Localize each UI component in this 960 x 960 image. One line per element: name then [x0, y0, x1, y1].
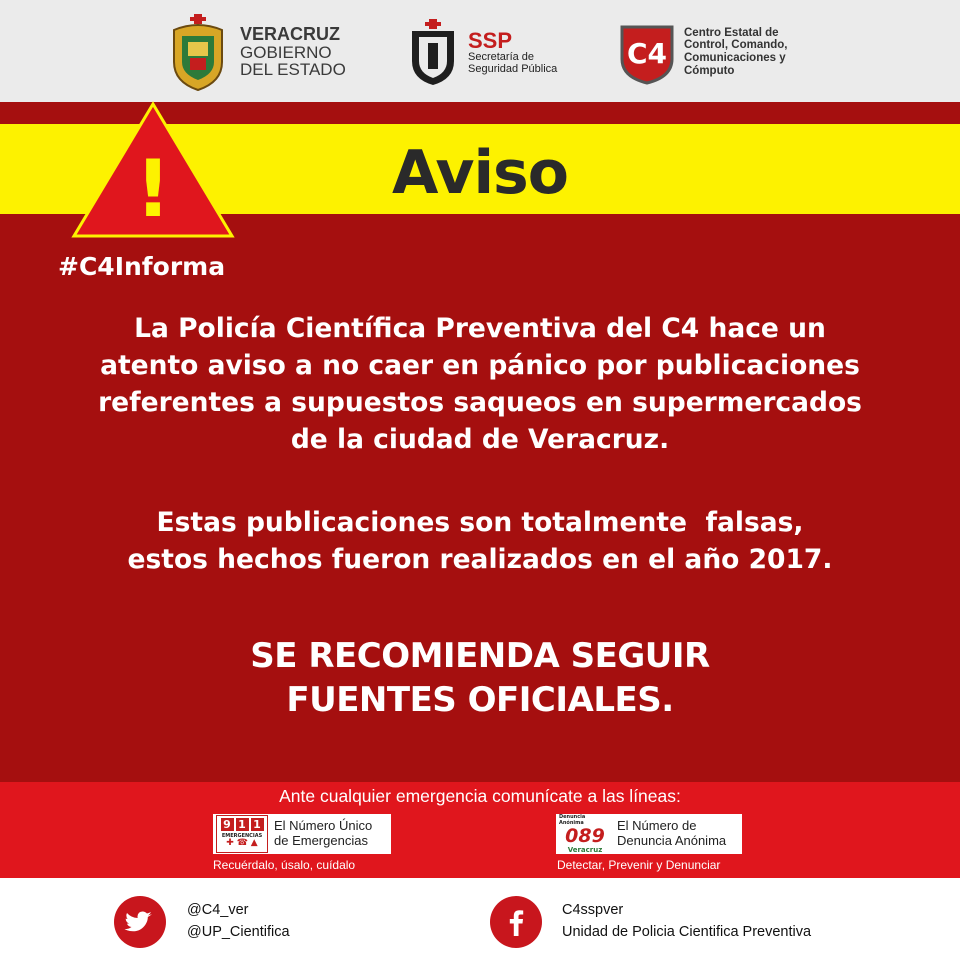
recommendation-line: SE RECOMIENDA SEGUIR — [250, 636, 710, 676]
c4-name-line4: Cómputo — [684, 64, 735, 77]
ssp-logo — [406, 12, 557, 92]
911-badge-icon: 9 1 1 EMERGENCIAS ✚ ☎ ▲ — [216, 815, 268, 853]
ssp-subtitle-1: Secretaría de — [468, 51, 535, 63]
paragraph-1-line: atento aviso a no caer en pánico por publicaciones — [100, 350, 860, 381]
facebook-icon[interactable] — [490, 896, 542, 948]
c4-logo — [618, 12, 788, 92]
c4-name-line1: Centro Estatal de — [684, 26, 779, 39]
089-badge-icon: Denuncia Anónima 089 Veracruz — [559, 814, 605, 854]
line-089-card — [556, 814, 742, 854]
c4-shield-icon — [618, 19, 676, 85]
notice-paragraph-2 — [60, 504, 900, 578]
hashtag: #C4Informa — [58, 252, 226, 281]
twitter-handle-up[interactable]: @UP_Cientifica — [187, 924, 290, 940]
veracruz-shield-icon — [166, 12, 230, 92]
veracruz-state-line: DEL ESTADO — [240, 60, 346, 80]
paragraph-1-line: referentes a supuestos saqueos en supermercados — [98, 387, 862, 418]
svg-text:C4: C4 — [626, 37, 668, 70]
warning-exclamation: ! — [135, 145, 171, 235]
recommendation — [60, 634, 900, 722]
notice-paragraph-1 — [60, 310, 900, 458]
line-089-label: El Número de Denuncia Anónima — [617, 818, 727, 848]
facebook-page[interactable]: C4sspver — [562, 902, 624, 918]
notice-title: Aviso — [392, 138, 568, 208]
c4-name-line2: Control, Comando, — [684, 39, 788, 52]
recommendation-line: FUENTES OFICIALES. — [286, 680, 674, 720]
paragraph-2-line: Estas publicaciones son totalmente falsas, — [156, 507, 804, 538]
line-911-label: El Número Único de Emergencias — [274, 818, 373, 848]
emergency-title: Ante cualquier emergencia comunícate a las líneas: — [279, 786, 681, 806]
facebook-page-name[interactable]: Unidad de Policia Cientifica Preventiva — [562, 924, 812, 940]
line-911-tagline: Recuérdalo, úsalo, cuídalo — [213, 858, 356, 872]
line-089-tagline: Detectar, Prevenir y Denunciar — [557, 858, 721, 872]
veracruz-name: VERACRUZ — [240, 23, 341, 44]
ssp-title: SSP — [468, 27, 513, 53]
paragraph-2-line: estos hechos fueron realizados en el año 2017. — [127, 544, 833, 575]
paragraph-1-line: La Policía Científica Preventiva del C4 hace un — [134, 313, 826, 344]
twitter-handles — [187, 899, 290, 943]
twitter-handle-c4[interactable]: @C4_ver — [187, 902, 249, 918]
veracruz-logo — [166, 12, 346, 92]
ssp-shield-icon — [406, 17, 460, 87]
ssp-subtitle-2: Seguridad Pública — [468, 62, 558, 75]
warning-triangle-icon — [70, 100, 236, 240]
c4-name-line3: Comunicaciones y — [684, 52, 786, 64]
paragraph-1-line: de la ciudad de Veracruz. — [290, 424, 670, 455]
facebook-info — [562, 899, 811, 943]
line-911-card — [213, 814, 391, 854]
veracruz-gov-line: GOBIERNO — [240, 42, 332, 62]
twitter-icon[interactable] — [114, 896, 166, 948]
